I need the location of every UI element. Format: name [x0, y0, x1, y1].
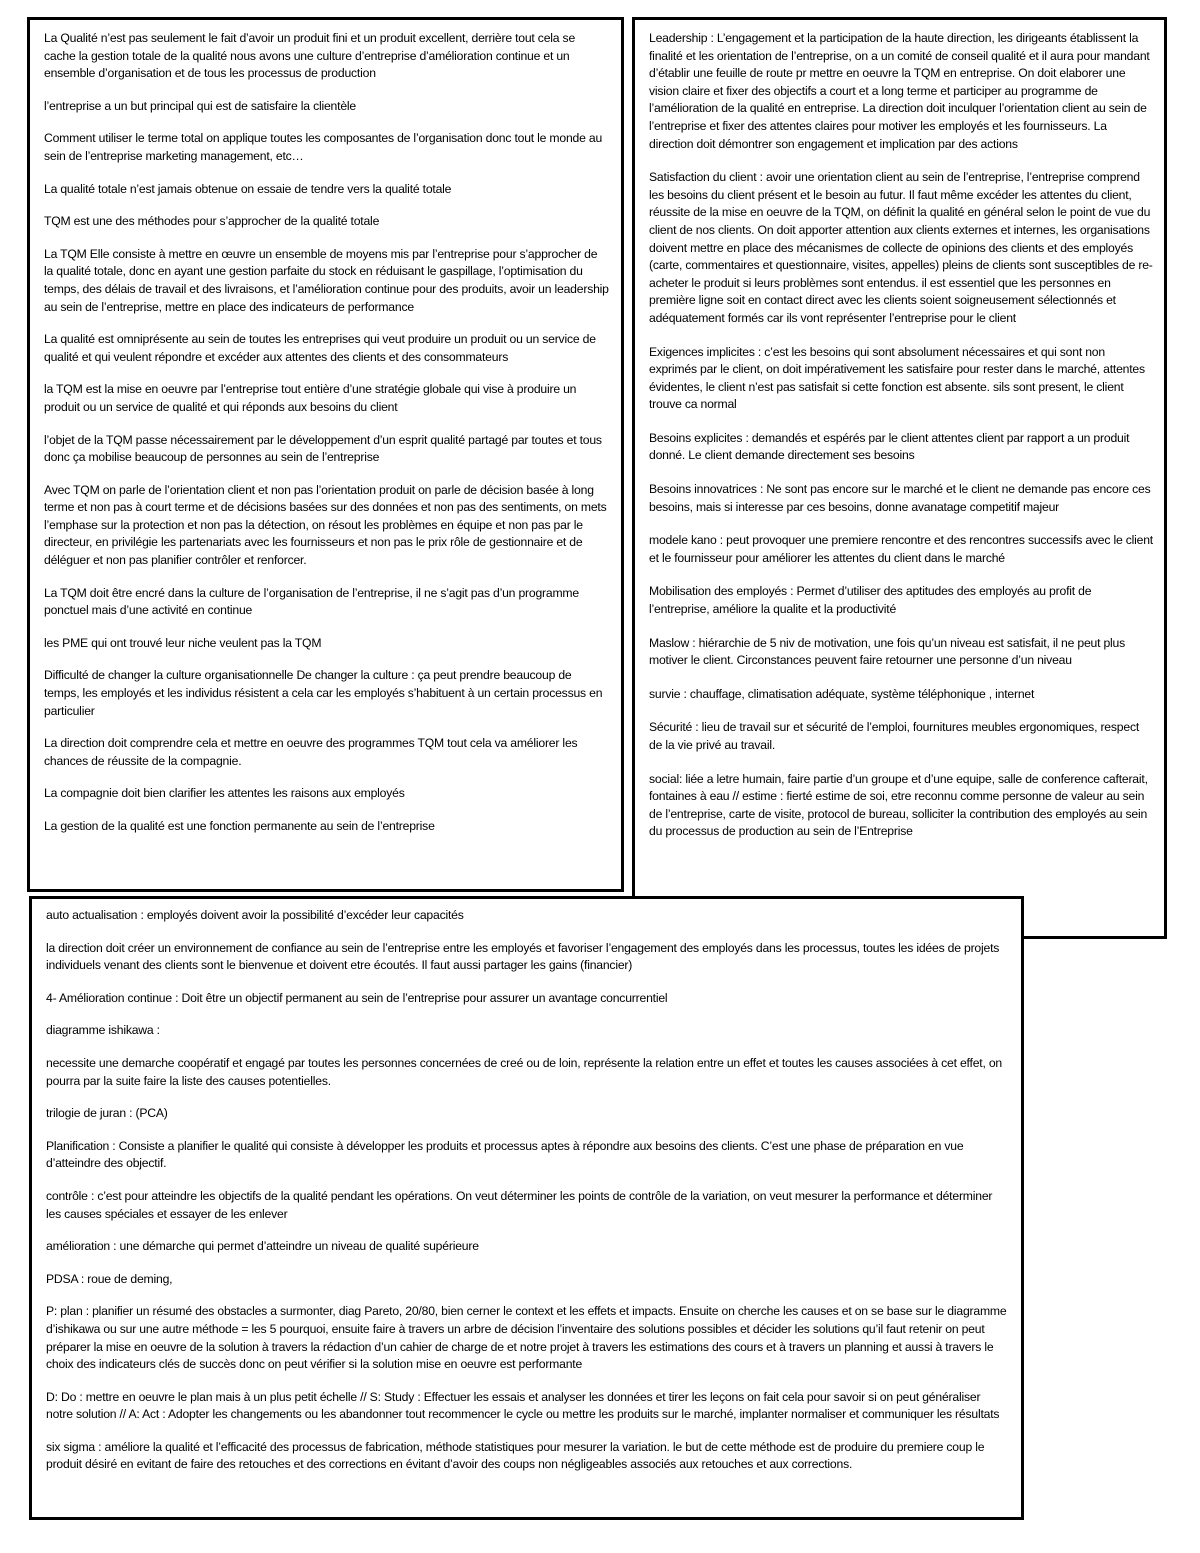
paragraph: diagramme ishikawa :	[46, 1023, 160, 1038]
paragraph: amélioration : une démarche qui permet d’atteindre un niveau de qualité supérieure	[46, 1239, 479, 1254]
paragraph: Comment utiliser le terme total on applique toutes les composantes de l’organisation donc tout le monde au sein de l’entreprise marketing management, etc…	[44, 131, 603, 163]
paragraph: la direction doit créer un environnement de confiance au sein de l’entreprise entre les employés et favoriser l’engagement des employés dans les processus, toutes les idées de projets individuels venant des clients sont le bienvenue et doivent etre écoutés. Il faut aussi partager les gains (financier)	[46, 940, 1000, 973]
paragraph: La qualité totale n’est jamais obtenue on essaie de tendre vers la qualité totale	[44, 181, 452, 196]
paragraph: Planification : Consiste a planifier le qualité qui consiste à développer les produits et processus aptes à répondre aux besoins des clients. C’est une phase de préparation en vue d’atteindre des objectif.	[46, 1138, 964, 1171]
paragraph: La TQM Elle consiste à mettre en œuvre un ensemble de moyens mis par l’entreprise pour s’approcher de la qualité totale, donc en ayant une gestion parfaite du stock en réduisant le gaspillage, l’optimisation du temps, des délais de travail et des livraisons, et l’amélioration continue pour des produits, avoir un leadership au sein de l’entreprise, mettre en place des indicateurs de performance	[44, 246, 609, 314]
paragraph: Exigences implicites : c’est les besoins qui sont absolument nécessaires et qui sont non exprimés par le client, on doit impérativement les satisfaire pour rester dans le marché, attentes évidentes, le client n’est pas satisfait si cette fonction est absente. sils sont present, le client trouve ca normal	[649, 344, 1145, 412]
notes-box-right	[632, 17, 1167, 939]
paragraph: Besoins innovatrices : Ne sont pas encore sur le marché et le client ne demande pas encore ces besoins, mais si interesse par ces besoins, donne avanatage competitif majeur	[649, 482, 1151, 514]
paragraph: necessite une demarche coopératif et engagé par toutes les personnes concernées de creé ou de loin, représente la relation entre un effet et toutes les causes associées à cet effet, on pourra par la suite faire la liste des causes potentielles.	[46, 1055, 1002, 1088]
paragraph: La gestion de la qualité est une fonction permanente au sein de l’entreprise	[44, 819, 435, 833]
paragraph: trilogie de juran : (PCA)	[46, 1106, 168, 1121]
paragraph: l’objet de la TQM passe nécessairement par le développement d’un esprit qualité partagé par toutes et tous donc ça mobilise beaucoup de personnes au sein de l’entreprise	[44, 432, 602, 465]
paragraph: La qualité est omniprésente au sein de toutes les entreprises qui veut produire un produit ou un service de qualité et qui veulent répondre et excéder aux attentes des clients et des consommateurs	[44, 332, 596, 364]
paragraph: Leadership : L’engagement et la participation de la haute direction, les dirigeants établissent la finalité et les orientation de l’entreprise, on a un comité de conseil qualité et il aura pour mandant d’établir une feuille de route pr mettre en oeuvre la TQM en entreprise. On doit elaborer une vision claire et fixer des objectifs a court et a long terme et participer au programme de l’amélioration de la qualité en entreprise. La direction doit inculquer l’orientation client au sein de l’entreprise et fixer des attentes claires pour motiver les employés et les fournisseurs. La direction doit démontrer son engagement et implication par des actions	[649, 31, 1150, 151]
paragraph: auto actualisation : employés doivent avoir la possibilité d’excéder leur capacités	[46, 908, 464, 922]
paragraph: la TQM est la mise en oeuvre par l’entreprise tout entière d’une stratégie globale qui vise à produire un produit ou un service de qualité et qui réponds aux besoins du client	[44, 382, 577, 414]
paragraph: Satisfaction du client : avoir une orientation client au sein de l’entreprise, l’entreprise comprend les besoins du client présent et le besoin au futur. Il faut même excéder les attentes du client, réussite de la mise en oeuvre de la TQM, on définit la qualité en général selon le point de vue du client de nos clients. On doit apporter attention aux clients externes et internes, les organisations doivent mettre en place des mécanismes de collecte de opinions des clients et des employés (carte, commentaires et questionnaire, visites, appelles) pleins de clients sont susceptibles de re-acheter le produit si leurs problèmes sont entendus. il est essentiel que les personnes en première ligne soit en contact direct avec les clients soient soigneusement sélectionnés et adéquatement formés car ils vont représenter l’entreprise pour le client	[649, 170, 1153, 325]
paragraph: modele kano : peut provoquer une premiere rencontre et des rencontres successifs avec le client et le fournisseur pour améliorer les attentes du client dans le marché	[649, 533, 1153, 565]
notes-box-left	[27, 17, 624, 892]
paragraph: La direction doit comprendre cela et mettre en oeuvre des programmes TQM tout cela va améliorer les chances de réussite de la compagnie.	[44, 736, 578, 768]
paragraph: contrôle : c’est pour atteindre les objectifs de la qualité pendant les opérations. On veut déterminer les points de contrôle de la variation, on veut mesurer la performance et déterminer les causes spéciales et essayer de les enlever	[46, 1188, 993, 1221]
paragraph: La compagnie doit bien clarifier les attentes les raisons aux employés	[44, 786, 405, 801]
paragraph: P: plan : planifier un résumé des obstacles a surmonter, diag Pareto, 20/80, bien cerner le context et les effets et impacts. Ensuite on cherche les causes et on se base sur le diagramme d’ishikawa ou sur une autre méthode = les 5 pourquoi, ensuite faire à travers un arbre de décision l’inventaire des solutions possibles et décider les solutions qu’il faut retenir on peut préparer la mise en oeuvre de la solution à travers la rédaction d’un cahier de charge de et notre projet à travers les estimations des cours et à travers un planning et aussi à travers le choix des indicateurs clés de succès donc on peut vérifier si la solution mise en oeuvre est performante	[46, 1304, 1007, 1372]
paragraph: les PME qui ont trouvé leur niche veulent pas la TQM	[44, 635, 322, 650]
paragraph: La Qualité n’est pas seulement le fait d’avoir un produit fini et un produit excellent, derrière tout cela se cache la gestion totale de la qualité nous avons une culture d’entreprise d’amélioration continue et un ensemble d’organisation et de tous les processus de production	[44, 31, 576, 81]
paragraph: Mobilisation des employés : Permet d’utiliser des aptitudes des employés au profit de l’entreprise, améliore la qualite et la productivité	[649, 584, 1092, 617]
paragraph: La TQM doit être encré dans la culture de l’organisation de l’entreprise, il ne s’agit pas d’un programme ponctuel mais d’une activité en continue	[44, 585, 579, 618]
paragraph: social: liée a letre humain, faire partie d’un groupe et d’une equipe, salle de conference cafterait, fontaines à eau // estime : fierté estime de soi, etre reconnu comme personne de valeur au sein de l’entreprise, carte de visite, protocol de bureau, solliciter la contribution des employés au sein du processus de production au sein de l’Entreprise	[649, 771, 1148, 839]
paragraph: Difficulté de changer la culture organisationnelle De changer la culture : ça peut prendre beaucoup de temps, les employés et les individus résistent a cela car les employés s’habituent à un certain processus en particulier	[44, 668, 603, 718]
paragraph: Besoins explicites : demandés et espérés par le client attentes client par rapport a un produit donné. Le client demande directement ses besoins	[649, 430, 1130, 463]
paragraph: TQM est une des méthodes pour s’approcher de la qualité totale	[44, 214, 380, 229]
paragraph: D: Do : mettre en oeuvre le plan mais à un plus petit échelle // S: Study : Effectuer les essais et analyser les données et tirer les leçons on fait cela pour savoir si on peut généraliser notre solution // A: Act : Adopter les changements ou les abandonner tout recommencer le cycle ou mettre les produits sur le marché, implanter normaliser et communiquer les résultats	[46, 1389, 1000, 1422]
paragraph: Sécurité : lieu de travail sur et sécurité de l’emploi, fournitures meubles ergonomiques, respect de la vie privé au travail.	[649, 720, 1140, 752]
paragraph: 4- Amélioration continue : Doit être un objectif permanent au sein de l’entreprise pour assurer un avantage concurrentiel	[46, 990, 668, 1005]
notes-box-bottom	[29, 896, 1024, 1520]
paragraph: Avec TQM on parle de l’orientation client et non pas l’orientation produit on parle de décision basée à long terme et non pas à court terme et de décisions basées sur des données et non pas des sentiments, on mets l’emphase sur la protection et non pas la détection, on résout les problèmes en équipe et non pas par le directeur, en privilégie les partenariats avec les fournisseurs et non pas le prix rôle de gestionnaire et de déléguer et non pas planifier contrôler et renforcer.	[44, 482, 607, 568]
paragraph: l’entreprise a un but principal qui est de satisfaire la clientèle	[44, 98, 356, 113]
paragraph: Maslow : hiérarchie de 5 niv de motivation, une fois qu’un niveau est satisfait, il ne peut plus motiver le client. Circonstances peuvent faire retourner une personne d’un niveau	[649, 635, 1126, 668]
paragraph: six sigma : améliore la qualité et l’efficacité des processus de fabrication, méthode statistiques pour mesurer la variation. le but de cette méthode est de produire du premiere coup le produit désiré en evitant de faire des retouches et des corrections en évitant d’avoir des coups non négligeables associés aux retouches et aux corrections.	[46, 1439, 985, 1472]
paragraph: PDSA : roue de deming,	[46, 1271, 173, 1286]
paragraph: survie : chauffage, climatisation adéquate, système téléphonique , internet	[649, 686, 1035, 701]
